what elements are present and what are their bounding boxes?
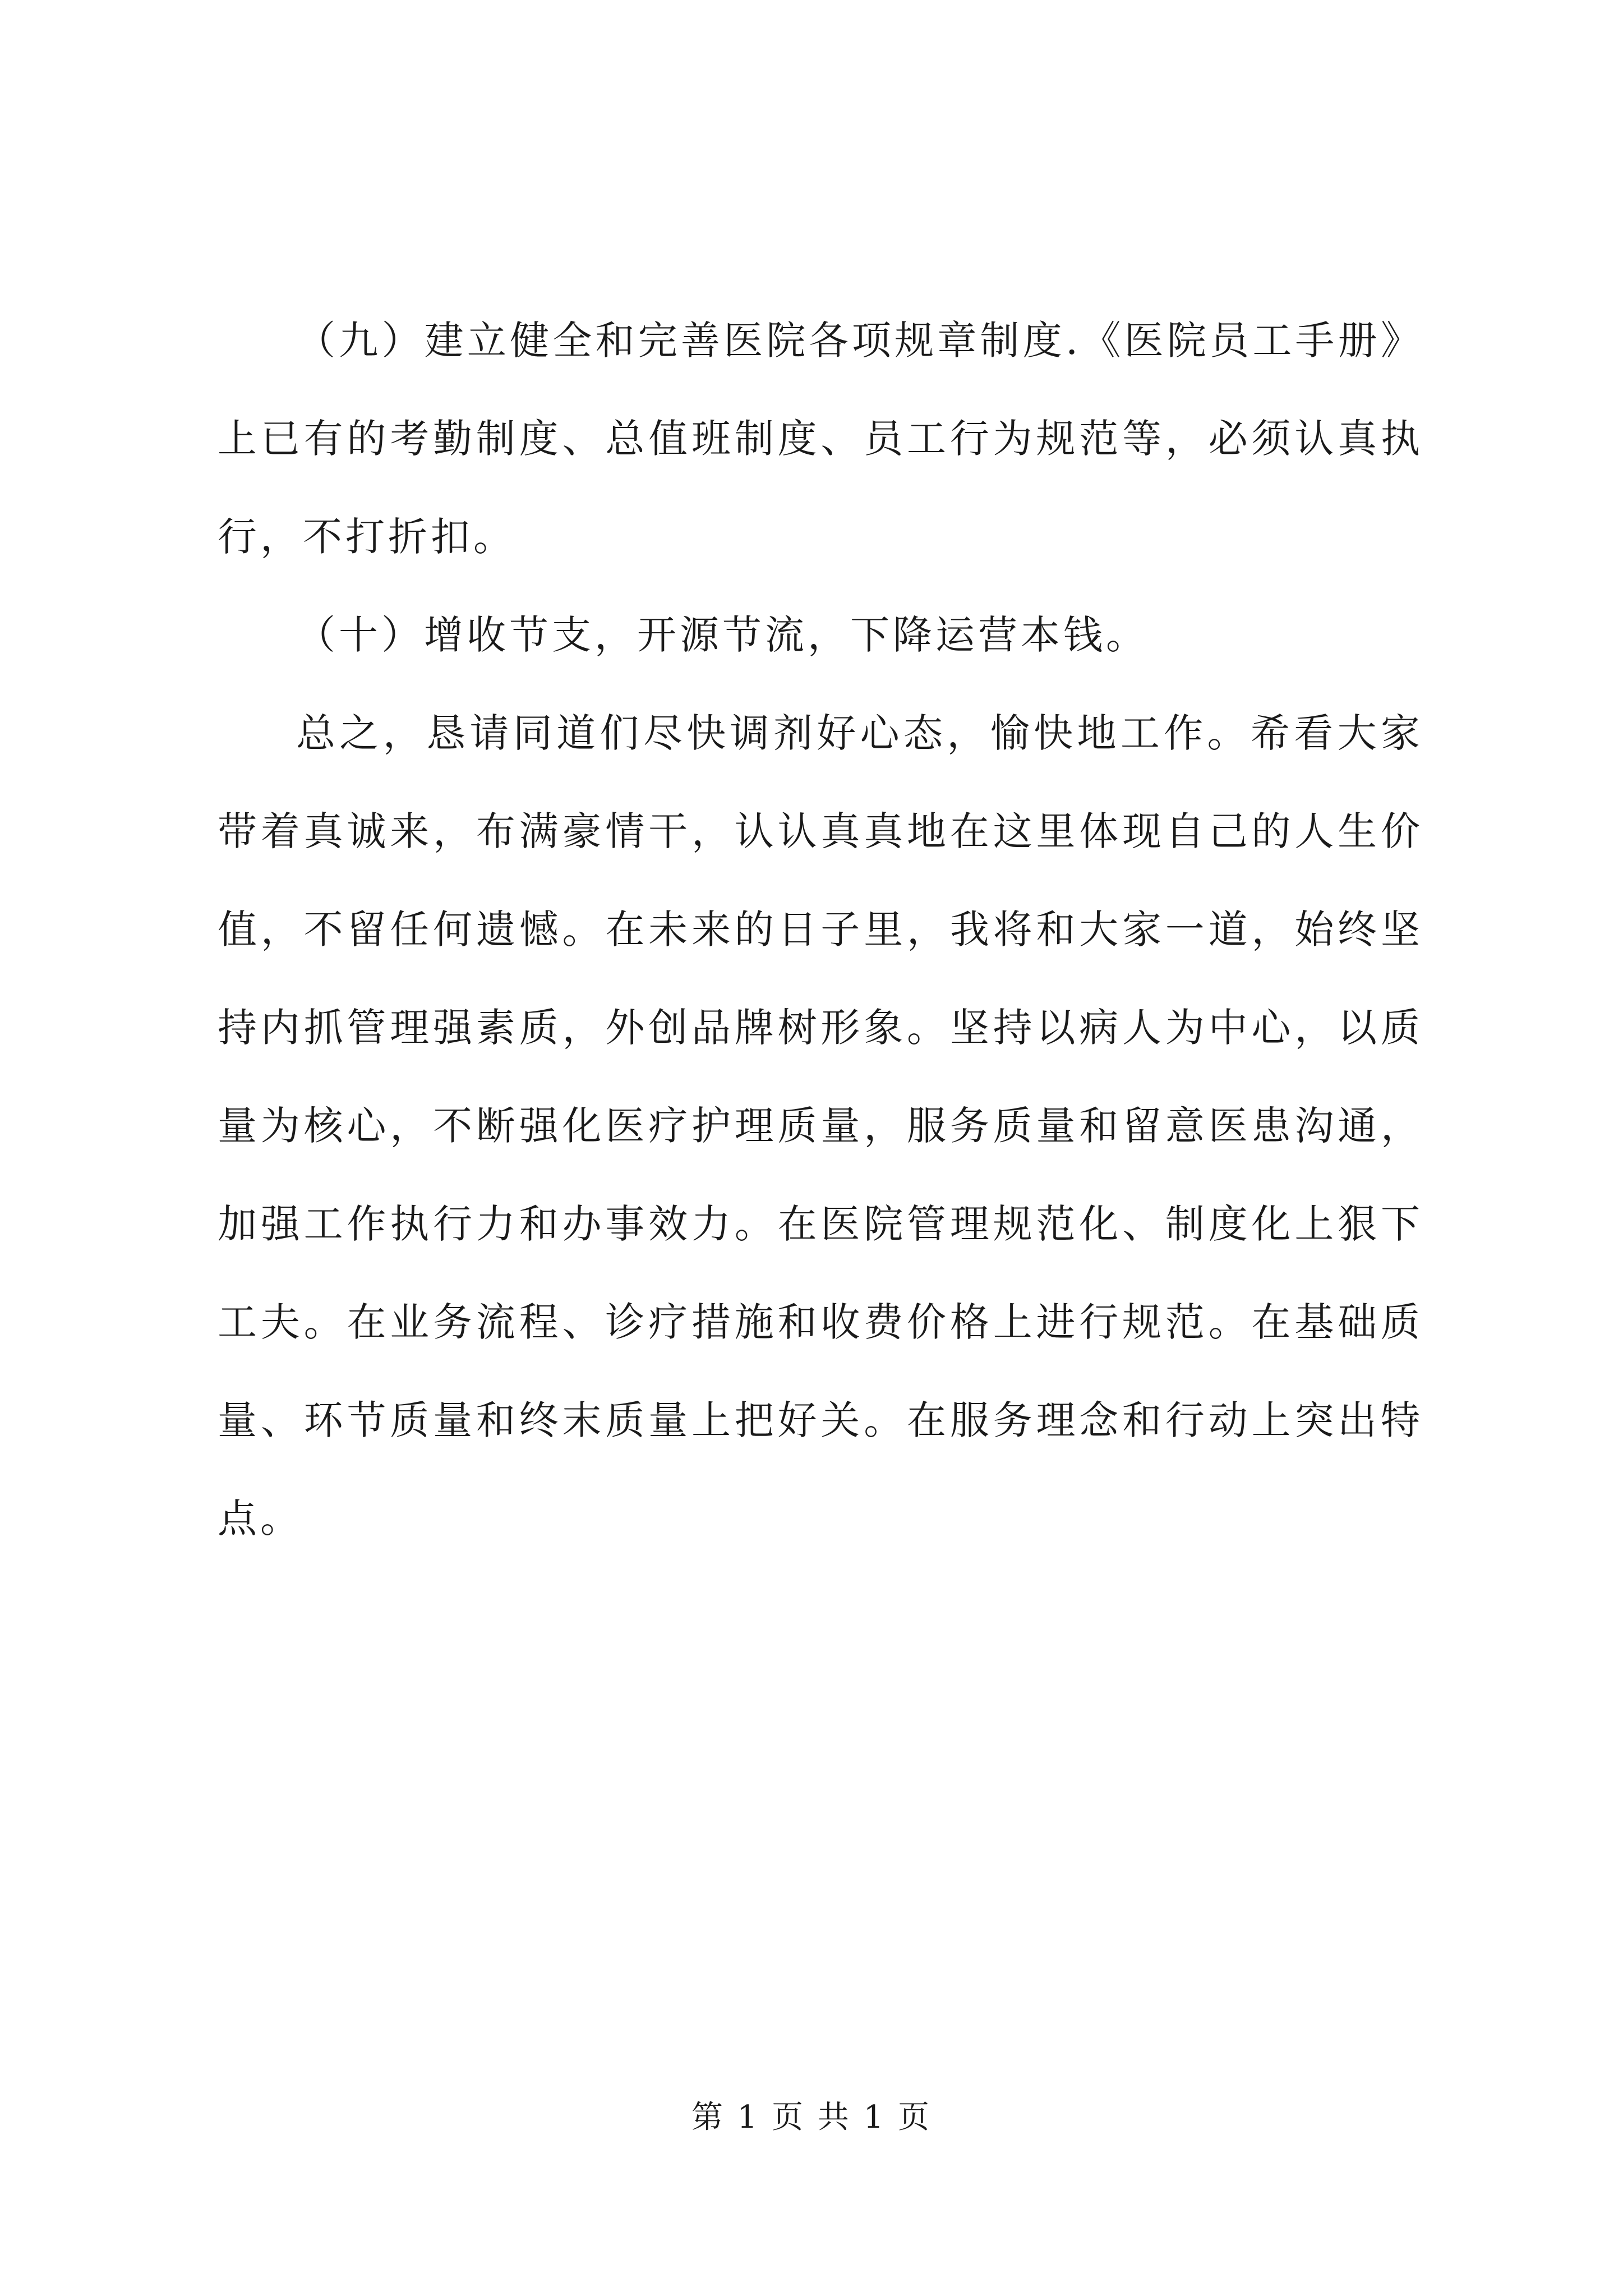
paragraph-item-9: （九）建立健全和完善医院各项规章制度.《医院员工手册》上已有的考勤制度、总值班制度、员工行为规范等，必须认真执行，不打折扣。 <box>218 318 1423 560</box>
paragraph-conclusion: 总之，恳请同道们尽快调剂好心态，愉快地工作。希看大家带着真诚来，布满豪情干，认认真真地在这里体现自己的人生价值，不留任何遗憾。在未来的日子里，我将和大家一道，始终坚持内抓管理强素质，外创品牌树形象。坚持以病人为中心，以质量为核心，不断强化医疗护理质量，服务质量和留意医患沟通，加强工作执行力和办事效力。在医院管理规范化、制度化上狠下工夫。在业务流程、诊疗措施和收费价格上进行规范。在基础质量、环节质量和终末质量上把好关。在服务理念和行动上突出特点。 <box>218 710 1423 1542</box>
document-body <box>218 292 1423 1568</box>
paragraph-item-10: （十）增收节支，开源节流，下降运营本钱。 <box>296 612 1149 658</box>
page-footer: 第 1 页 共 1 页 <box>691 2099 932 2136</box>
